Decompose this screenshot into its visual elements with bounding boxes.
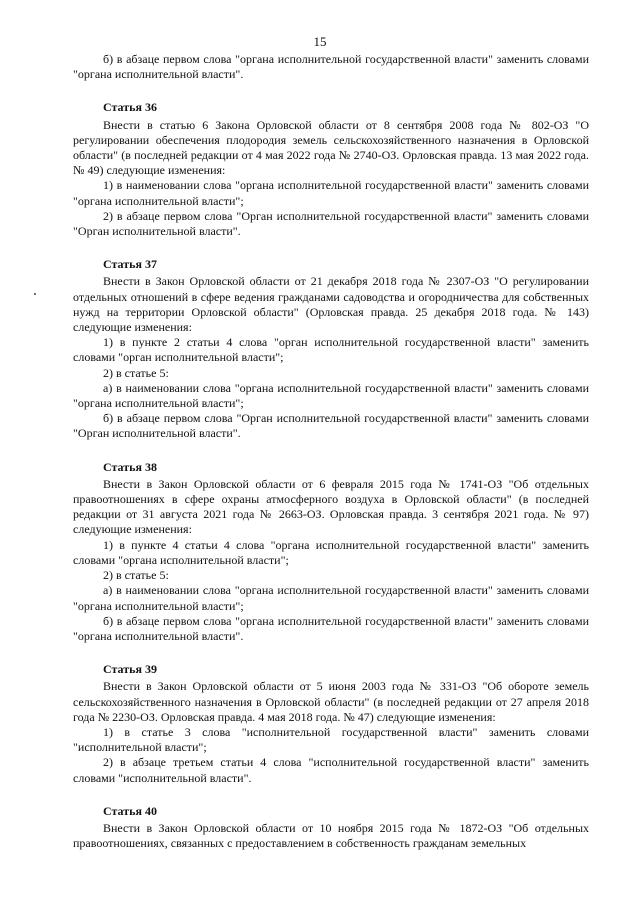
article-title: Статья 36	[103, 100, 157, 115]
article-paragraph: 2) в абзаце третьем статьи 4 слова "исполнительной государственной власти" заменить словами "исполнительной власти".	[73, 755, 589, 785]
article-37	[73, 257, 589, 441]
article-paragraph: 1) в пункте 2 статьи 4 слова "орган исполнительной государственной власти" заменить словами "орган исполнительной власти";	[73, 335, 589, 365]
article-38	[73, 460, 589, 644]
article-paragraph: б) в абзаце первом слова "органа исполнительной государственной власти" заменить словами "органа исполнительной власти".	[73, 613, 589, 643]
article-title: Статья 38	[103, 459, 157, 474]
document-body	[73, 52, 589, 851]
article-title: Статья 39	[103, 662, 157, 677]
page-number: 15	[313, 34, 327, 49]
margin-mark	[34, 293, 36, 295]
article-paragraph: 1) в пункте 4 статьи 4 слова "органа исполнительной государственной власти" заменить словами "органа исполнительной власти";	[73, 537, 589, 567]
article-paragraph: 2) в статье 5:	[103, 568, 169, 583]
article-paragraph: 2) в статье 5:	[103, 365, 169, 380]
article-40	[73, 804, 589, 852]
article-paragraph: Внести в Закон Орловской области от 6 февраля 2015 года № 1741-ОЗ "Об отдельных правоотношениях в сфере охраны атмосферного воздуха в Орловской области" (в последней редакции от 31 августа 2021 года № 2663-ОЗ. Орловская правда. 3 сентября 2021 года. № 97) следующие изменения:	[73, 476, 589, 537]
article-paragraph: а) в наименовании слова "органа исполнительной государственной власти" заменить словами "органа исполнительной власти";	[73, 380, 589, 411]
article-paragraph: б) в абзаце первом слова "Орган исполнительной государственной власти" заменить словами "Орган исполнительной власти".	[73, 411, 589, 441]
article-paragraph: а) в наименовании слова "органа исполнительной государственной власти" заменить словами "органа исполнительной власти";	[73, 583, 589, 613]
article-36	[73, 100, 589, 239]
article-paragraph: 2) в абзаце первом слова "Орган исполнительной государственной власти" заменить словами "Орган исполнительной власти".	[73, 208, 589, 239]
article-paragraph: Внести в Закон Орловской области от 5 июня 2003 года № 331-ОЗ "Об обороте земель сельскохозяйственного назначения в Орловской области" (в последней редакции от 27 апреля 2018 года № 2230-ОЗ. Орловская правда. 4 мая 2018 года. № 47) следующие изменения:	[73, 679, 589, 724]
article-title: Статья 40	[103, 803, 157, 818]
article-title: Статья 37	[103, 257, 157, 272]
article-paragraph: Внести в Закон Орловской области от 10 ноября 2015 года № 1872-ОЗ "Об отдельных правоотношениях, связанных с предоставлением в собственность гражданам земельных	[73, 820, 589, 851]
intro-paragraph: б) в абзаце первом слова "органа исполнительной государственной власти" заменить словами "органа исполнительной власти".	[73, 52, 589, 82]
article-paragraph: Внести в статью 6 Закона Орловской области от 8 сентября 2008 года № 802-ОЗ "О регулировании обеспечения плодородия земель сельскохозяйственного назначения в Орловской области" (в последней редакции от 4 мая 2022 года № 2740-ОЗ. Орловская правда. 13 мая 2022 года. № 49) следующие изменения:	[73, 117, 589, 178]
article-paragraph: Внести в Закон Орловской области от 21 декабря 2018 года № 2307-ОЗ "О регулировании отдельных отношений в сфере ведения гражданами садоводства и огородничества для собственных нужд на территории Орловской области" (Орловская правда. 25 декабря 2018 года. № 143) следующие изменения:	[73, 274, 589, 335]
article-paragraph: 1) в наименовании слова "органа исполнительной государственной власти" заменить словами "органа исполнительной власти";	[73, 178, 589, 208]
article-39	[73, 662, 589, 786]
article-paragraph: 1) в статье 3 слова "исполнительной государственной власти" заменить словами "исполнительной власти";	[73, 724, 589, 755]
